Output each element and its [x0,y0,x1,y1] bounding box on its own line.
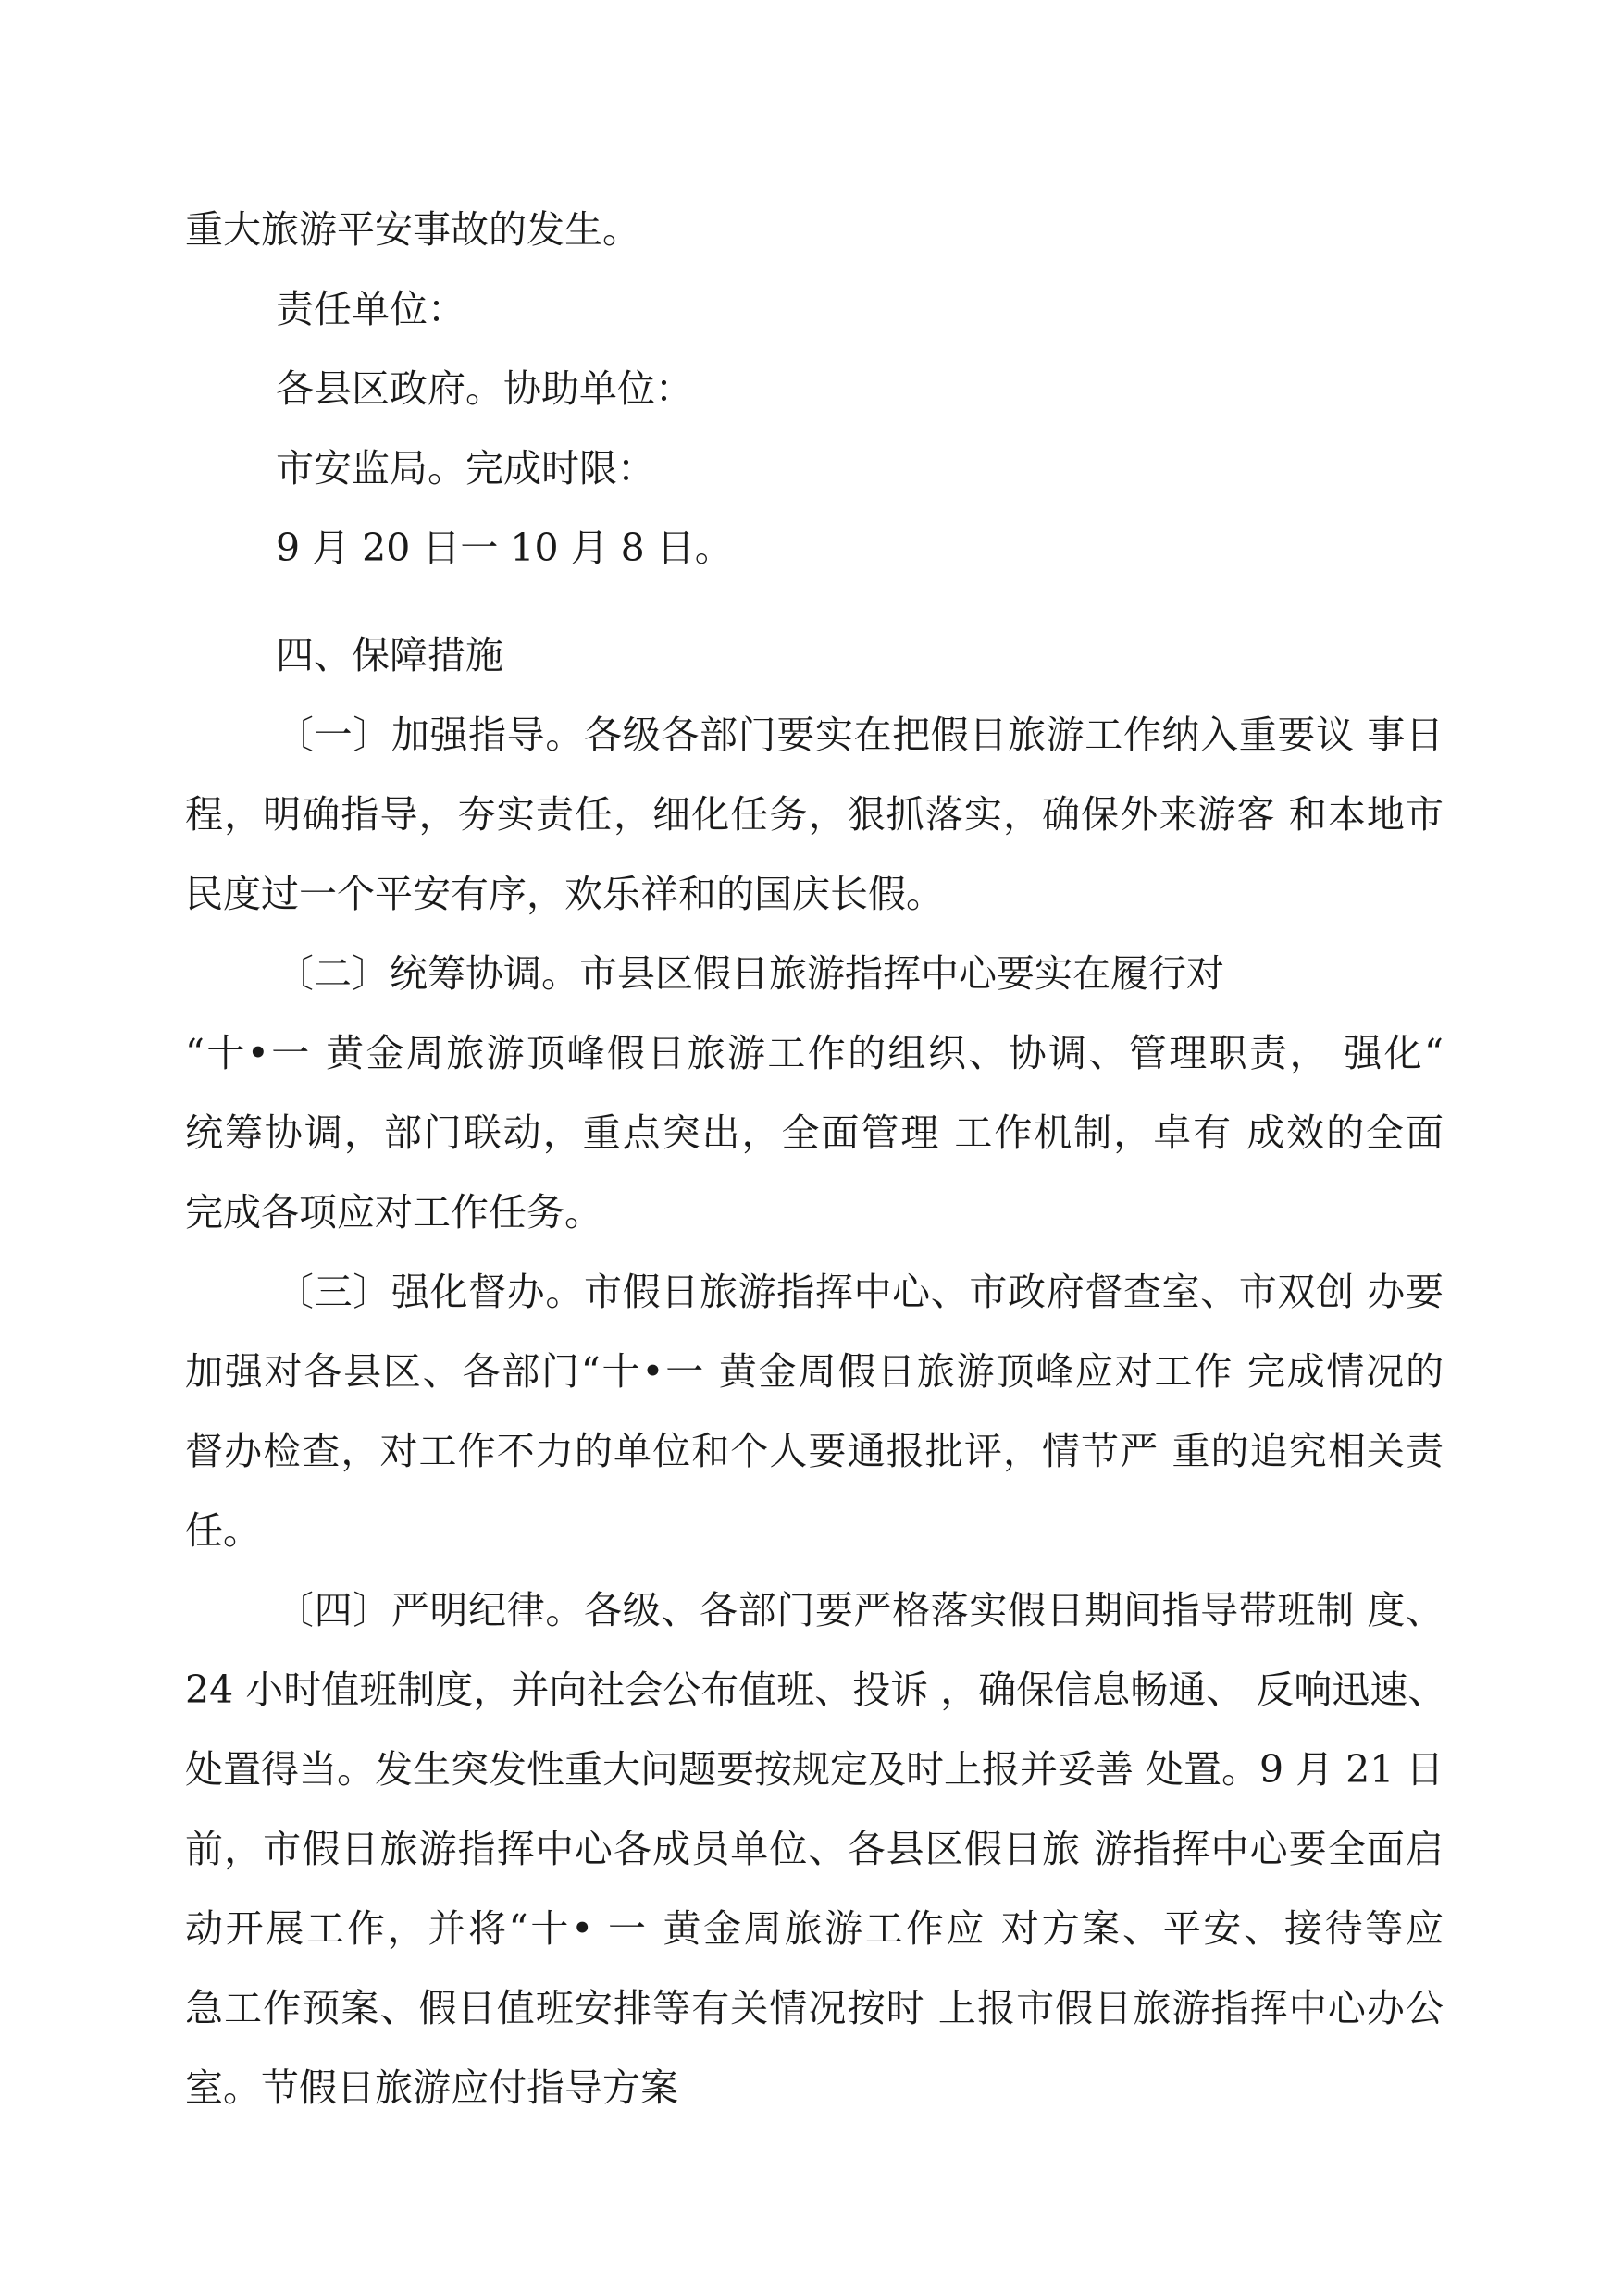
text-line: 急工作预案、假日值班安排等有关情况按时 上报市假日旅游指挥中心办公 [185,1986,1444,2030]
text-line: 完成各项应对工作任务。 [185,1190,602,1234]
text-line: 〔二〕统筹协调。市县区假日旅游指挥中心要实在履行对 [276,951,1224,996]
text-line: 市安监局。完成时限： [276,446,655,490]
text-line: 前，市假日旅游指挥中心各成员单位、各县区假日旅 游指挥中心要全面启 [185,1827,1444,1871]
text-line: 9 月 20 日一 10 月 8 日。 [276,526,733,570]
text-line: 室。节假日旅游应付指导方案 [185,2066,678,2110]
text-line: 责任单位： [276,287,465,331]
text-line: 24 小时值班制度，并向社会公布值班、投诉 ，确保信息畅通、 反响迅速、 [185,1668,1446,1712]
text-line: 督办检查，对工作不力的单位和个人要通报批评，情节严 重的追究相关责 [185,1429,1444,1473]
text-line: 动开展工作，并将“十• 一 黄金周旅游工作应 对方案、平安、接待等应 [185,1906,1444,1951]
text-line: 民度过一个平安有序，欢乐祥和的国庆长假。 [185,872,944,916]
text-line: 〔四〕严明纪律。各级、各部门要严格落实假日期间指导带班制 度、 [276,1588,1444,1632]
text-line: 〔一〕加强指导。各级各部门要实在把假日旅游工作纳入重要议 事日 [276,713,1444,757]
text-line: 重大旅游平安事故的发生。 [185,207,640,252]
text-line: 〔三〕强化督办。市假日旅游指挥中心、市政府督查室、市双创 办要 [276,1270,1444,1314]
text-line: 任。 [185,1508,261,1553]
text-line: 各县区政府。协助单位： [276,366,693,411]
text-line: 加强对各县区、各部门“十•一 黄金周假日旅游顶峰应对工作 完成情况的 [185,1349,1444,1394]
text-line: 程，明确指导，夯实责任，细化任务，狠抓落实，确保外来游客 和本地市 [185,792,1444,837]
text-line: 处置得当。发生突发性重大问题要按规定及时上报并妥善 处置。9 月 21 日 [185,1747,1444,1792]
text-line: 统筹协调，部门联动，重点突出，全面管理 工作机制，卓有 成效的全面 [185,1110,1444,1155]
section-heading: 四、保障措施 [276,633,503,677]
text-line: “十•一 黄金周旅游顶峰假日旅游工作的组织、协调、管理职责， 强化“ [185,1031,1444,1075]
